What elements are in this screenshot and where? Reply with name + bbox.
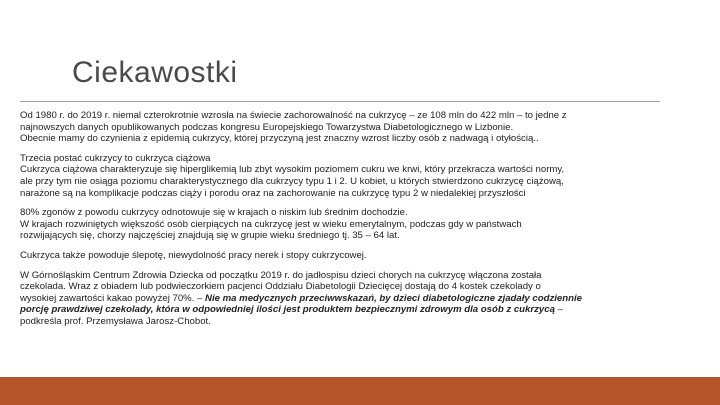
paragraph-complications <box>20 250 674 262</box>
footer-bar <box>0 377 720 405</box>
text-line: narażone są na komplikacje podczas ciąży i porodu oraz na zachorowanie na cukrzycę typu 2 w niedalekiej przyszłości <box>20 187 526 199</box>
text-line: Cukrzyca ciążowa charakteryzuje się hiperglikemią lub zbyt wysokim poziomem cukru we krwi, który przekracza wartości normy, <box>20 164 565 176</box>
text-line <box>20 293 674 305</box>
text-line: czekolada. Wraz z obiadem lub podwieczorkiem pacjenci Oddziału Diabetologii Dziecięcej dostają do 4 kostek czekolady o <box>20 281 541 293</box>
quote-emphasis: Nie ma medycznych przeciwwskazań, by dzieci diabetologiczne zjadały codziennie <box>202 292 582 304</box>
text-line: rozwijających się, chorzy najczęściej znajdują się w grupie wieku średniego tj. 35 – 64 lat. <box>20 230 400 242</box>
slide-title: Ciekawostki <box>72 56 238 89</box>
title-divider <box>20 101 660 102</box>
text-line: Od 1980 r. do 2019 r. niemal czterokrotnie wzrosła na świecie zachorowalność na cukrzycę – ze 108 mln do 422 mln – to jedne z <box>20 110 567 121</box>
text-line: W krajach rozwiniętych większość osób cierpiących na cukrzycę jest w wieku emerytalnym, podczas gdy w państwach <box>20 218 522 230</box>
paragraph-gestational-diabetes <box>20 153 674 199</box>
slide-content <box>20 110 674 336</box>
text-line: Trzecia postać cukrzycy to cukrzyca ciążowa <box>20 152 211 164</box>
paragraph-chocolate <box>20 270 674 328</box>
text-line: Cukrzyca także powoduje ślepotę, niewydolność pracy nerek i stopy cukrzycowej. <box>20 249 367 261</box>
text-line <box>20 304 674 316</box>
paragraph-mortality <box>20 207 674 242</box>
text-line: ale przy tym nie osiąga poziomu charakterystycznego dla cukrzycy typu 1 i 2. U kobiet, u których stwierdzono cukrzycę ciążową, <box>20 175 564 187</box>
text-line: Obecnie mamy do czynienia z epidemią cukrzycy, której przyczyną jest znaczny wzrost liczby osób z nadwagą i otyłością.. <box>20 133 539 145</box>
text-plain: wysokiej zawartości kakao powyżej 70%. – <box>20 292 203 304</box>
text-plain: – <box>554 304 563 316</box>
text-line: najnowszych danych opublikowanych podczas kongresu Europejskiego Towarzystwa Diabetologicznego w Lizbonie. <box>20 121 514 133</box>
text-line: W Górnośląskim Centrum Zdrowia Dziecka od początku 2019 r. do jadłospisu dzieci chorych na cukrzycę włączona została <box>20 269 542 281</box>
text-line: podkreśla prof. Przemysława Jarosz-Chobot. <box>20 315 211 327</box>
text-line: 80% zgonów z powodu cukrzycy odnotowuje się w krajach o niskim lub średnim dochodzie. <box>20 207 408 219</box>
paragraph-diabetes-growth <box>20 110 674 145</box>
quote-emphasis: porcję prawdziwej czekolady, która w odpowiedniej ilości jest produktem bezpiecznymi zdrowym dla osób z cukrzycą <box>20 304 555 316</box>
